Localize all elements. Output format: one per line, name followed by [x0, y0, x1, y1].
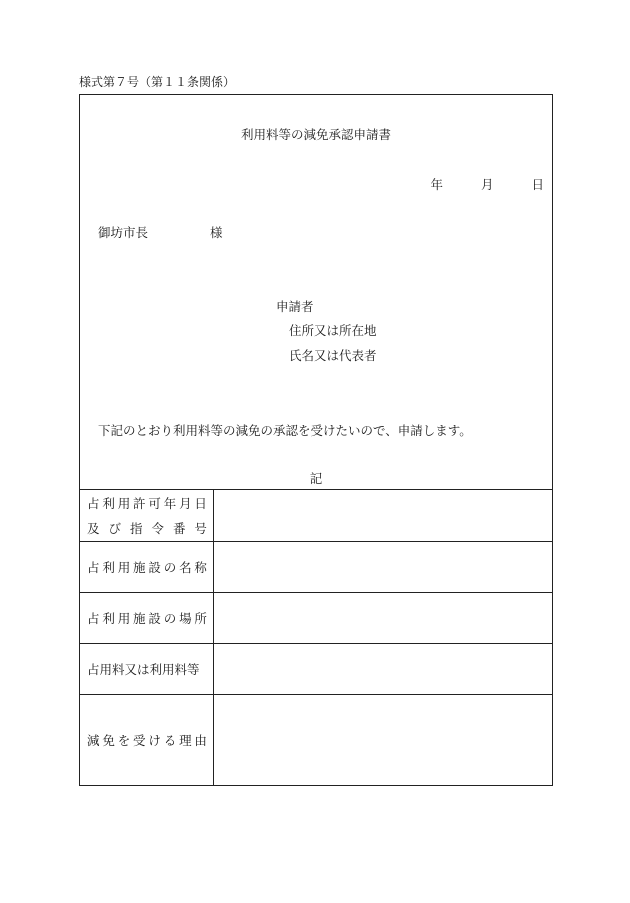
table-row — [80, 490, 553, 542]
label-line: 占 利 用 施 設 の 場 所 — [87, 611, 207, 626]
facility-name-field[interactable] — [214, 542, 553, 593]
applicant-name-field[interactable]: 氏名又は代表者 — [289, 348, 377, 363]
row-label — [80, 542, 214, 593]
applicant-address-field[interactable]: 住所又は所在地 — [289, 323, 377, 338]
form-number: 様式第７号（第１１条関係） — [79, 75, 236, 89]
request-statement: 下記のとおり利用料等の減免の承認を受けたいので、申請します。 — [98, 423, 472, 438]
row-label — [80, 644, 214, 695]
label-line: 占用料又は利用料等 — [87, 662, 200, 677]
application-form — [79, 94, 553, 786]
date-month-field[interactable]: 月 — [480, 177, 494, 192]
date-day-field[interactable]: 日 — [531, 177, 544, 192]
facility-location-field[interactable] — [214, 593, 553, 644]
table-row — [80, 644, 553, 695]
date-year-field[interactable]: 年 — [430, 177, 443, 192]
permit-date-number-field[interactable] — [214, 490, 553, 542]
label-line: 占 利 用 施 設 の 名 称 — [87, 560, 207, 575]
addressee-honorific: 様 — [210, 225, 223, 240]
table-row — [80, 542, 553, 593]
label-line: 及 び 指 令 番 号 — [87, 520, 207, 536]
label-line: 占 利 用 許 可 年 月 日 — [87, 495, 207, 511]
table-row — [80, 593, 553, 644]
applicant-heading: 申請者 — [276, 299, 314, 314]
row-label — [80, 490, 214, 542]
addressee — [98, 223, 223, 241]
ki-heading: 記 — [309, 471, 323, 486]
form-title: 利用料等の減免承認申請書 — [240, 127, 391, 142]
label-line: 減 免 を 受 け る 理 由 — [87, 733, 207, 748]
fee-field[interactable] — [214, 644, 553, 695]
exemption-reason-field[interactable] — [214, 695, 553, 786]
details-table — [79, 489, 553, 786]
addressee-name: 御坊市長 — [98, 225, 149, 240]
row-label — [80, 695, 214, 786]
row-label — [80, 593, 214, 644]
table-row — [80, 695, 553, 786]
date-row — [430, 175, 544, 193]
